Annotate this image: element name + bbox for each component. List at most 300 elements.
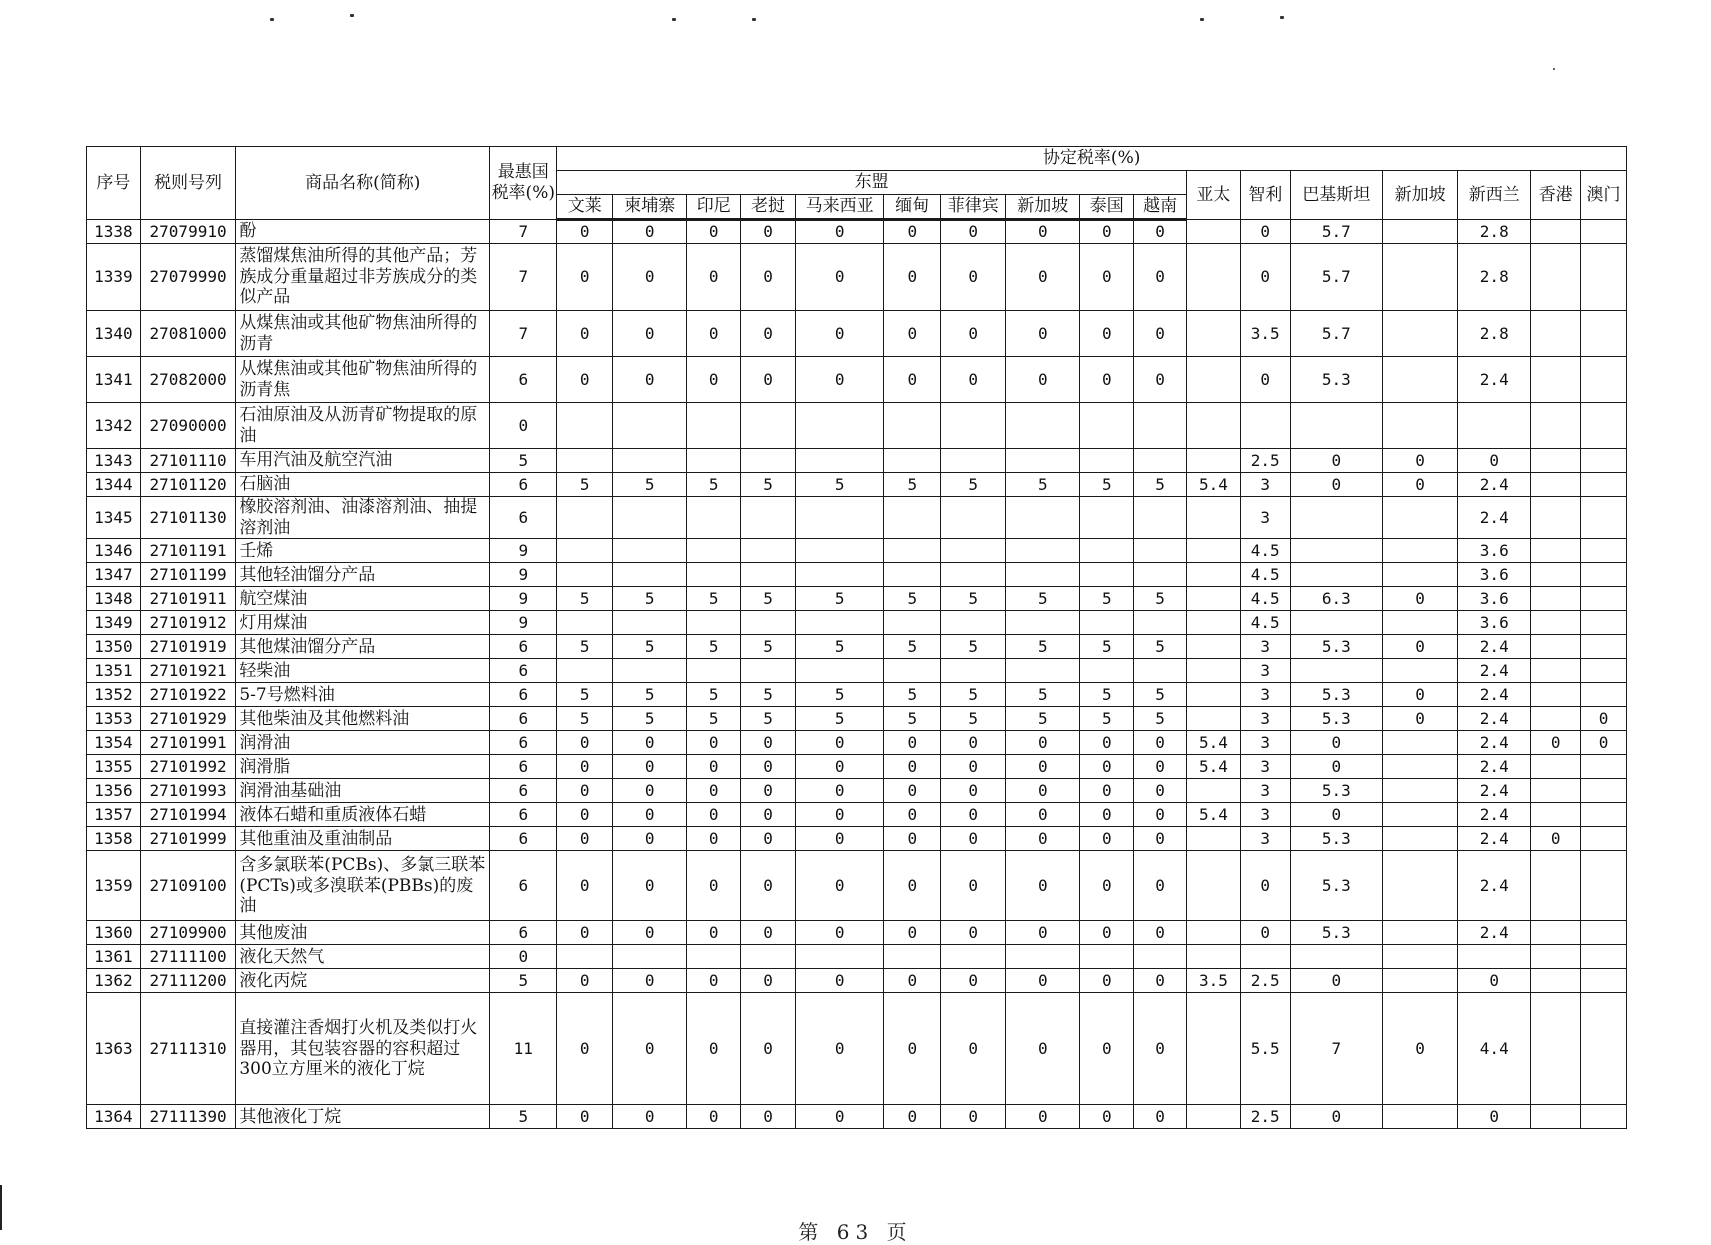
- row-agreement-rate: 4.5: [1240, 563, 1290, 587]
- row-agreement-rate: 5.7: [1290, 311, 1382, 357]
- row-agreement-rate: 2.4: [1458, 683, 1531, 707]
- row-agreement-rate: [1581, 969, 1627, 993]
- row-code: 27111200: [140, 969, 235, 993]
- row-agreement-rate: 5.3: [1290, 357, 1382, 403]
- row-agreement-rate: [884, 563, 941, 587]
- row-agreement-rate: 0: [795, 1105, 883, 1129]
- row-agreement-rate: 0: [1240, 220, 1290, 244]
- row-agreement-rate: [1187, 659, 1241, 683]
- row-agreement-rate: [1187, 587, 1241, 611]
- row-agreement-rate: 0: [1006, 827, 1080, 851]
- row-agreement-rate: [1581, 403, 1627, 449]
- row-agreement-rate: 0: [1531, 827, 1581, 851]
- header-new-zealand: 新西兰: [1458, 171, 1531, 220]
- row-agreement-rate: [1531, 611, 1581, 635]
- row-agreement-rate: 5.3: [1290, 851, 1382, 921]
- row-agreement-rate: [1458, 945, 1531, 969]
- row-agreement-rate: 0: [1290, 1105, 1382, 1129]
- row-agreement-rate: 0: [1134, 1105, 1187, 1129]
- row-agreement-rate: [1383, 779, 1458, 803]
- row-agreement-rate: 6.3: [1290, 587, 1382, 611]
- row-agreement-rate: [557, 449, 613, 473]
- row-agreement-rate: 5.4: [1187, 755, 1241, 779]
- row-agreement-rate: 0: [1006, 803, 1080, 827]
- row-agreement-rate: [1290, 659, 1382, 683]
- row-agreement-rate: 5: [741, 473, 796, 497]
- row-mfn-rate: 6: [490, 357, 557, 403]
- row-agreement-rate: [741, 539, 796, 563]
- row-agreement-rate: [687, 449, 741, 473]
- row-agreement-rate: 0: [1290, 449, 1382, 473]
- row-agreement-rate: [1187, 707, 1241, 731]
- row-agreement-rate: [1134, 563, 1187, 587]
- table-row: [87, 357, 1627, 403]
- row-agreement-rate: [1581, 921, 1627, 945]
- row-agreement-rate: 0: [741, 921, 796, 945]
- row-agreement-rate: 0: [1458, 1105, 1531, 1129]
- row-agreement-rate: [1240, 403, 1290, 449]
- row-agreement-rate: [613, 403, 687, 449]
- row-agreement-rate: 0: [884, 755, 941, 779]
- row-agreement-rate: 2.8: [1458, 220, 1531, 244]
- row-code: 27111310: [140, 993, 235, 1105]
- row-agreement-rate: [1581, 497, 1627, 539]
- row-code: 27111390: [140, 1105, 235, 1129]
- row-agreement-rate: 0: [1080, 851, 1134, 921]
- row-agreement-rate: 0: [613, 731, 687, 755]
- row-agreement-rate: [741, 611, 796, 635]
- row-agreement-rate: [557, 945, 613, 969]
- row-agreement-rate: [1080, 449, 1134, 473]
- row-agreement-rate: [1581, 473, 1627, 497]
- row-agreement-rate: 5: [1134, 473, 1187, 497]
- row-agreement-rate: 0: [741, 357, 796, 403]
- header-code: 税则号列: [140, 147, 235, 220]
- row-agreement-rate: 5.5: [1240, 993, 1290, 1105]
- row-agreement-rate: 0: [687, 969, 741, 993]
- header-chile: 智利: [1240, 171, 1290, 220]
- row-agreement-rate: [1531, 779, 1581, 803]
- row-agreement-rate: [1187, 827, 1241, 851]
- row-agreement-rate: [884, 945, 941, 969]
- row-agreement-rate: 2.4: [1458, 635, 1531, 659]
- table-row: [87, 1105, 1627, 1129]
- row-code: 27101110: [140, 449, 235, 473]
- row-agreement-rate: [1458, 403, 1531, 449]
- row-agreement-rate: [1134, 403, 1187, 449]
- header-asean-malaysia: 马来西亚: [795, 195, 883, 220]
- row-agreement-rate: 2.4: [1458, 659, 1531, 683]
- row-agreement-rate: [613, 945, 687, 969]
- row-code: 27079910: [140, 220, 235, 244]
- row-agreement-rate: 2.4: [1458, 731, 1531, 755]
- row-seq: 1360: [87, 921, 141, 945]
- row-agreement-rate: 0: [1581, 731, 1627, 755]
- row-agreement-rate: [884, 497, 941, 539]
- row-agreement-rate: [1383, 755, 1458, 779]
- row-agreement-rate: 0: [884, 779, 941, 803]
- header-name: 商品名称(简称): [236, 147, 490, 220]
- row-agreement-rate: 0: [884, 803, 941, 827]
- row-agreement-rate: 0: [941, 731, 1006, 755]
- row-agreement-rate: 0: [687, 731, 741, 755]
- row-seq: 1357: [87, 803, 141, 827]
- row-code: 27109100: [140, 851, 235, 921]
- table-row: [87, 683, 1627, 707]
- row-agreement-rate: 5: [795, 473, 883, 497]
- row-seq: 1344: [87, 473, 141, 497]
- row-agreement-rate: [1134, 539, 1187, 563]
- row-agreement-rate: 0: [741, 993, 796, 1105]
- row-agreement-rate: [741, 563, 796, 587]
- row-agreement-rate: [1531, 1105, 1581, 1129]
- row-agreement-rate: 5.3: [1290, 827, 1382, 851]
- table-row: [87, 563, 1627, 587]
- row-agreement-rate: 0: [1134, 803, 1187, 827]
- row-agreement-rate: [941, 497, 1006, 539]
- row-mfn-rate: 5: [490, 449, 557, 473]
- row-name: 从煤焦油或其他矿物焦油所得的沥青焦: [236, 357, 490, 403]
- row-agreement-rate: [1006, 563, 1080, 587]
- row-agreement-rate: [1080, 659, 1134, 683]
- row-seq: 1347: [87, 563, 141, 587]
- row-agreement-rate: 2.8: [1458, 244, 1531, 311]
- row-agreement-rate: 0: [1134, 921, 1187, 945]
- row-agreement-rate: 0: [741, 803, 796, 827]
- row-agreement-rate: 2.8: [1458, 311, 1531, 357]
- table-row: [87, 969, 1627, 993]
- row-agreement-rate: 0: [741, 1105, 796, 1129]
- row-agreement-rate: 0: [1134, 755, 1187, 779]
- table-row: [87, 945, 1627, 969]
- row-agreement-rate: [1187, 779, 1241, 803]
- row-agreement-rate: [795, 449, 883, 473]
- row-agreement-rate: [795, 563, 883, 587]
- row-agreement-rate: 3: [1240, 659, 1290, 683]
- row-name: 液体石蜡和重质液体石蜡: [236, 803, 490, 827]
- row-seq: 1341: [87, 357, 141, 403]
- row-agreement-rate: 0: [884, 731, 941, 755]
- row-agreement-rate: [1531, 357, 1581, 403]
- row-agreement-rate: [1581, 220, 1627, 244]
- row-agreement-rate: 3: [1240, 779, 1290, 803]
- row-agreement-rate: 0: [1134, 827, 1187, 851]
- row-agreement-rate: [795, 945, 883, 969]
- header-apta: 亚太: [1187, 171, 1241, 220]
- row-name: 从煤焦油或其他矿物焦油所得的沥青: [236, 311, 490, 357]
- row-name: 其他废油: [236, 921, 490, 945]
- row-agreement-rate: 0: [1006, 731, 1080, 755]
- row-agreement-rate: 0: [1383, 473, 1458, 497]
- row-name: 润滑脂: [236, 755, 490, 779]
- row-agreement-rate: [613, 497, 687, 539]
- row-agreement-rate: 3: [1240, 635, 1290, 659]
- row-mfn-rate: 7: [490, 220, 557, 244]
- row-agreement-rate: 5.3: [1290, 635, 1382, 659]
- table-row: [87, 755, 1627, 779]
- row-agreement-rate: 0: [613, 755, 687, 779]
- row-agreement-rate: [1080, 563, 1134, 587]
- row-seq: 1346: [87, 539, 141, 563]
- row-agreement-rate: 0: [1006, 779, 1080, 803]
- row-mfn-rate: 0: [490, 403, 557, 449]
- table-row: [87, 473, 1627, 497]
- row-mfn-rate: 6: [490, 755, 557, 779]
- row-agreement-rate: 0: [941, 851, 1006, 921]
- row-agreement-rate: 7: [1290, 993, 1382, 1105]
- row-code: 27111100: [140, 945, 235, 969]
- row-agreement-rate: [1581, 587, 1627, 611]
- row-agreement-rate: 3: [1240, 827, 1290, 851]
- row-agreement-rate: 0: [884, 1105, 941, 1129]
- row-name: 含多氯联苯(PCBs)、多氯三联苯(PCTs)或多溴联苯(PBBs)的废油: [236, 851, 490, 921]
- row-agreement-rate: 0: [941, 311, 1006, 357]
- row-agreement-rate: 0: [557, 731, 613, 755]
- row-mfn-rate: 6: [490, 659, 557, 683]
- row-agreement-rate: 0: [1134, 357, 1187, 403]
- row-agreement-rate: 5: [795, 635, 883, 659]
- row-agreement-rate: 5: [1134, 635, 1187, 659]
- row-code: 27101993: [140, 779, 235, 803]
- row-agreement-rate: 0: [1134, 220, 1187, 244]
- tariff-table-container: [86, 146, 1627, 1129]
- row-agreement-rate: 0: [687, 921, 741, 945]
- row-seq: 1339: [87, 244, 141, 311]
- row-agreement-rate: [1531, 755, 1581, 779]
- row-agreement-rate: 5.7: [1290, 244, 1382, 311]
- row-agreement-rate: 5: [1006, 473, 1080, 497]
- row-agreement-rate: 5: [557, 683, 613, 707]
- row-agreement-rate: 0: [557, 803, 613, 827]
- table-row: [87, 635, 1627, 659]
- row-agreement-rate: [1531, 969, 1581, 993]
- row-agreement-rate: 0: [884, 969, 941, 993]
- row-agreement-rate: [1581, 449, 1627, 473]
- row-mfn-rate: 0: [490, 945, 557, 969]
- row-agreement-rate: [1581, 827, 1627, 851]
- row-agreement-rate: 0: [1240, 357, 1290, 403]
- row-agreement-rate: 5: [557, 473, 613, 497]
- row-agreement-rate: 5: [613, 473, 687, 497]
- row-code: 27082000: [140, 357, 235, 403]
- row-seq: 1358: [87, 827, 141, 851]
- row-name: 液化丙烷: [236, 969, 490, 993]
- header-asean-vietnam: 越南: [1134, 195, 1187, 220]
- row-agreement-rate: 5: [884, 473, 941, 497]
- row-agreement-rate: 3.6: [1458, 611, 1531, 635]
- row-agreement-rate: 3: [1240, 731, 1290, 755]
- row-agreement-rate: [941, 945, 1006, 969]
- row-agreement-rate: 5: [741, 707, 796, 731]
- row-agreement-rate: 0: [557, 921, 613, 945]
- row-agreement-rate: [741, 497, 796, 539]
- table-row: [87, 611, 1627, 635]
- row-mfn-rate: 7: [490, 311, 557, 357]
- row-agreement-rate: 0: [1134, 731, 1187, 755]
- row-mfn-rate: 6: [490, 473, 557, 497]
- table-row: [87, 449, 1627, 473]
- row-agreement-rate: 0: [1458, 969, 1531, 993]
- row-agreement-rate: [795, 403, 883, 449]
- row-mfn-rate: 5: [490, 969, 557, 993]
- row-agreement-rate: 2.5: [1240, 1105, 1290, 1129]
- row-agreement-rate: 0: [941, 779, 1006, 803]
- page-number: 第 63 页: [798, 1220, 913, 1244]
- row-code: 27101999: [140, 827, 235, 851]
- row-agreement-rate: 5: [1006, 635, 1080, 659]
- header-singapore: 新加坡: [1383, 171, 1458, 220]
- row-agreement-rate: [613, 539, 687, 563]
- row-agreement-rate: [1383, 220, 1458, 244]
- row-agreement-rate: [1080, 945, 1134, 969]
- row-agreement-rate: 0: [613, 357, 687, 403]
- row-agreement-rate: 0: [557, 220, 613, 244]
- row-mfn-rate: 11: [490, 993, 557, 1105]
- row-name: 酚: [236, 220, 490, 244]
- row-agreement-rate: [1581, 357, 1627, 403]
- row-agreement-rate: [1383, 969, 1458, 993]
- row-agreement-rate: [613, 563, 687, 587]
- row-agreement-rate: [557, 539, 613, 563]
- header-pakistan: 巴基斯坦: [1290, 171, 1382, 220]
- row-mfn-rate: 6: [490, 497, 557, 539]
- row-agreement-rate: 0: [1006, 921, 1080, 945]
- row-agreement-rate: [1290, 497, 1382, 539]
- row-name: 其他液化丁烷: [236, 1105, 490, 1129]
- row-agreement-rate: 0: [687, 779, 741, 803]
- row-agreement-rate: 4.4: [1458, 993, 1531, 1105]
- row-agreement-rate: [1531, 707, 1581, 731]
- row-agreement-rate: [613, 449, 687, 473]
- header-hong-kong: 香港: [1531, 171, 1581, 220]
- row-agreement-rate: 0: [1134, 993, 1187, 1105]
- row-agreement-rate: [1006, 449, 1080, 473]
- row-agreement-rate: 0: [795, 311, 883, 357]
- row-name: 蒸馏煤焦油所得的其他产品；芳族成分重量超过非芳族成分的类似产品: [236, 244, 490, 311]
- row-agreement-rate: [1581, 244, 1627, 311]
- row-agreement-rate: 4.5: [1240, 587, 1290, 611]
- row-agreement-rate: [1187, 611, 1241, 635]
- row-agreement-rate: [1383, 244, 1458, 311]
- row-agreement-rate: [1531, 587, 1581, 611]
- row-agreement-rate: [687, 611, 741, 635]
- row-agreement-rate: [1531, 635, 1581, 659]
- row-agreement-rate: 3: [1240, 755, 1290, 779]
- row-agreement-rate: 0: [613, 969, 687, 993]
- row-agreement-rate: 0: [941, 357, 1006, 403]
- row-agreement-rate: [1581, 945, 1627, 969]
- row-seq: 1355: [87, 755, 141, 779]
- row-agreement-rate: [1531, 683, 1581, 707]
- row-agreement-rate: [1531, 220, 1581, 244]
- row-agreement-rate: [1134, 945, 1187, 969]
- row-agreement-rate: [687, 497, 741, 539]
- row-agreement-rate: [1531, 993, 1581, 1105]
- row-name: 轻柴油: [236, 659, 490, 683]
- row-agreement-rate: 3.6: [1458, 563, 1531, 587]
- row-agreement-rate: 0: [557, 1105, 613, 1129]
- table-row: [87, 220, 1627, 244]
- row-agreement-rate: [1383, 921, 1458, 945]
- row-agreement-rate: 0: [741, 244, 796, 311]
- row-agreement-rate: [941, 539, 1006, 563]
- row-seq: 1343: [87, 449, 141, 473]
- row-agreement-rate: [1383, 659, 1458, 683]
- row-agreement-rate: [1134, 611, 1187, 635]
- row-seq: 1363: [87, 993, 141, 1105]
- row-agreement-rate: [1187, 945, 1241, 969]
- row-agreement-rate: 2.4: [1458, 473, 1531, 497]
- row-agreement-rate: [613, 611, 687, 635]
- row-agreement-rate: [1187, 921, 1241, 945]
- row-agreement-rate: [884, 611, 941, 635]
- header-asean-laos: 老挝: [741, 195, 796, 220]
- row-agreement-rate: [1531, 921, 1581, 945]
- row-mfn-rate: 5: [490, 1105, 557, 1129]
- row-agreement-rate: 5.4: [1187, 803, 1241, 827]
- row-agreement-rate: 0: [687, 311, 741, 357]
- row-agreement-rate: [1581, 683, 1627, 707]
- row-seq: 1356: [87, 779, 141, 803]
- header-macao: 澳门: [1581, 171, 1627, 220]
- row-agreement-rate: 0: [1134, 969, 1187, 993]
- row-agreement-rate: 0: [557, 827, 613, 851]
- row-agreement-rate: 0: [1383, 707, 1458, 731]
- row-agreement-rate: 5.3: [1290, 683, 1382, 707]
- row-agreement-rate: [557, 563, 613, 587]
- row-agreement-rate: 0: [687, 827, 741, 851]
- row-agreement-rate: [1290, 611, 1382, 635]
- row-agreement-rate: [1187, 1105, 1241, 1129]
- row-name: 润滑油: [236, 731, 490, 755]
- row-agreement-rate: 5.3: [1290, 707, 1382, 731]
- row-agreement-rate: 5: [613, 707, 687, 731]
- row-agreement-rate: 0: [941, 969, 1006, 993]
- row-name: 灯用煤油: [236, 611, 490, 635]
- row-agreement-rate: 0: [741, 969, 796, 993]
- row-mfn-rate: 9: [490, 539, 557, 563]
- row-agreement-rate: [1383, 539, 1458, 563]
- row-agreement-rate: 0: [941, 1105, 1006, 1129]
- row-agreement-rate: 5: [557, 707, 613, 731]
- header-asean-cambodia: 柬埔寨: [613, 195, 687, 220]
- row-agreement-rate: [1187, 497, 1241, 539]
- row-agreement-rate: [1531, 539, 1581, 563]
- row-agreement-rate: [795, 659, 883, 683]
- row-agreement-rate: 0: [795, 731, 883, 755]
- row-agreement-rate: 2.4: [1458, 851, 1531, 921]
- row-agreement-rate: 0: [884, 851, 941, 921]
- row-agreement-rate: [1581, 803, 1627, 827]
- row-agreement-rate: 0: [795, 244, 883, 311]
- row-agreement-rate: 3: [1240, 473, 1290, 497]
- row-agreement-rate: 0: [1240, 244, 1290, 311]
- row-agreement-rate: 0: [1006, 357, 1080, 403]
- row-agreement-rate: 0: [613, 220, 687, 244]
- row-agreement-rate: 5: [941, 683, 1006, 707]
- row-agreement-rate: 0: [1006, 851, 1080, 921]
- row-name: 壬烯: [236, 539, 490, 563]
- row-agreement-rate: 0: [613, 803, 687, 827]
- header-mfn: 最惠国税率(%): [490, 147, 557, 220]
- row-agreement-rate: 5: [1080, 635, 1134, 659]
- row-agreement-rate: 0: [884, 921, 941, 945]
- row-agreement-rate: 0: [1458, 449, 1531, 473]
- row-agreement-rate: 0: [557, 993, 613, 1105]
- table-row: [87, 403, 1627, 449]
- row-agreement-rate: [1383, 945, 1458, 969]
- row-agreement-rate: 5: [941, 635, 1006, 659]
